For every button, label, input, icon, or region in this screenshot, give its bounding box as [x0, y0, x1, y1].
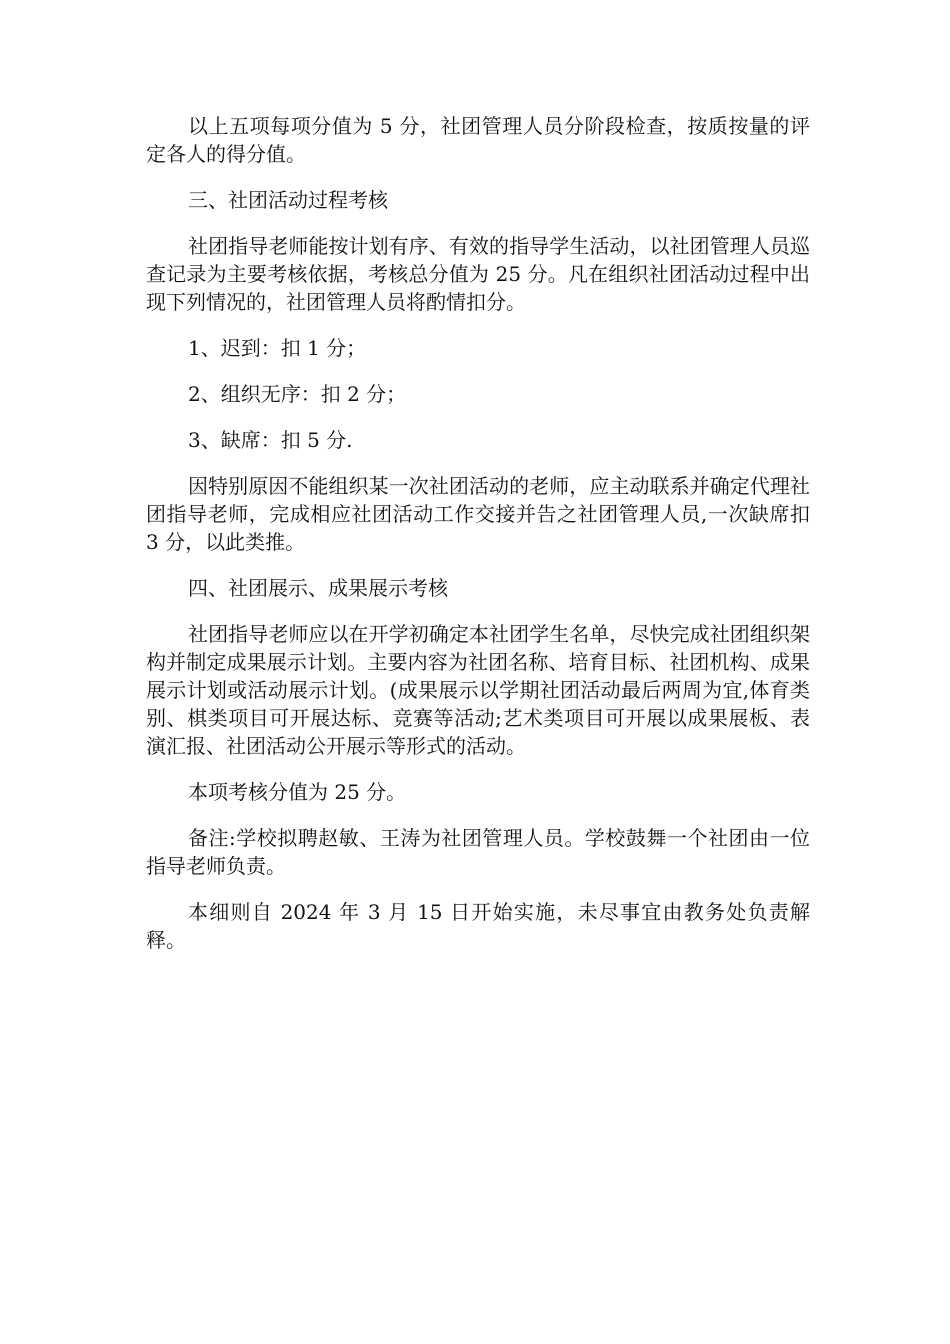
paragraph-showcase: 社团指导老师应以在开学初确定本社团学生名单，尽快完成社团组织架构并制定成果展示计划。主要内容为社团名称、培育目标、社团机构、成果展示计划或活动展示计划。(成果展示以学期社团活动最后两周为宜,体育类别、棋类项目可开展达标、竞赛等活动;艺术类项目可开展以成果展板、表演汇报、社团活动公开展示等形式的活动。 [146, 622, 810, 758]
section-heading-activity-process: 三、社团活动过程考核 [188, 188, 388, 212]
list-item-disorder: 2、组织无序：扣 2 分； [188, 382, 407, 406]
paragraph-substitute-teacher: 因特别原因不能组织某一次社团活动的老师，应主动联系并确定代理社团指导老师，完成相应社团活动工作交接并告之社团管理人员,一次缺席扣 3 分，以此类推。 [146, 474, 810, 554]
list-item-absence: 3、缺席：扣 5 分. [188, 428, 353, 452]
paragraph-effective-date: 本细则自 2024 年 3 月 15 日开始实施，未尽事宜由教务处负责解释。 [146, 900, 810, 952]
list-item-late: 1、迟到：扣 1 分； [188, 336, 367, 360]
paragraph-activity-process: 社团指导老师能按计划有序、有效的指导学生活动，以社团管理人员巡查记录为主要考核依据，考核总分值为 25 分。凡在组织社团活动过程中出现下列情况的，社团管理人员将酌情扣分。 [146, 234, 810, 314]
paragraph-remarks: 备注:学校拟聘赵敏、王涛为社团管理人员。学校鼓舞一个社团由一位指导老师负责。 [146, 826, 810, 878]
paragraph-showcase-score: 本项考核分值为 25 分。 [188, 780, 407, 804]
document-page [146, 112, 810, 972]
paragraph-score-note: 以上五项每项分值为 5 分，社团管理人员分阶段检查，按质按量的评定各人的得分值。 [146, 114, 810, 166]
section-heading-showcase: 四、社团展示、成果展示考核 [188, 576, 448, 600]
